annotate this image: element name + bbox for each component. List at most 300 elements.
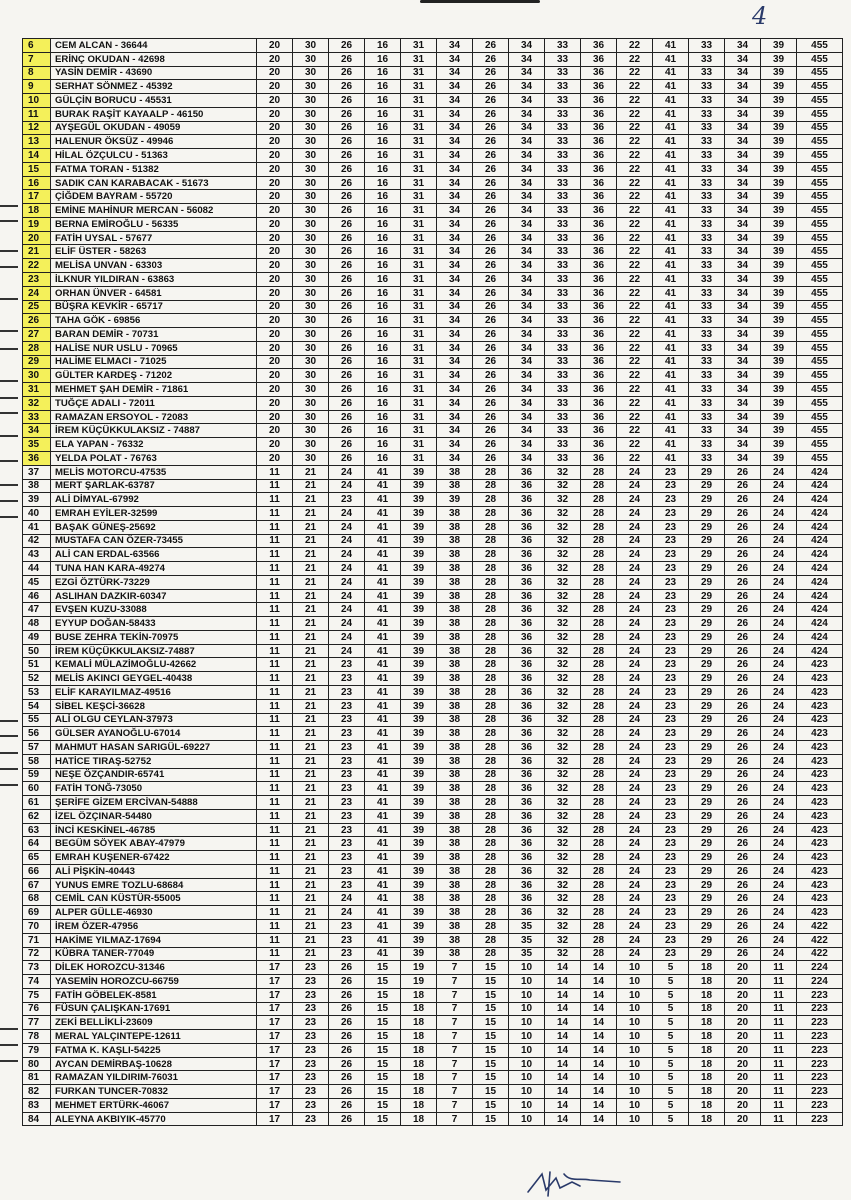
row-number-cell: 9	[23, 80, 51, 94]
score-cell: 16	[365, 149, 401, 163]
table-row	[23, 562, 843, 576]
score-cell: 11	[257, 823, 293, 837]
score-cell: 21	[293, 507, 329, 521]
score-cell: 38	[437, 851, 473, 865]
score-cell: 16	[365, 410, 401, 424]
score-cell: 36	[581, 328, 617, 342]
score-cell: 24	[761, 754, 797, 768]
score-cell: 29	[689, 837, 725, 851]
score-cell: 21	[293, 630, 329, 644]
total-cell: 455	[797, 300, 843, 314]
score-cell: 32	[545, 617, 581, 631]
score-cell: 28	[473, 947, 509, 961]
score-cell: 21	[293, 548, 329, 562]
score-cell: 38	[437, 575, 473, 589]
score-cell: 36	[509, 575, 545, 589]
score-cell: 41	[365, 699, 401, 713]
score-cell: 15	[473, 1098, 509, 1112]
score-cell: 29	[689, 617, 725, 631]
score-cell: 28	[581, 727, 617, 741]
score-cell: 36	[581, 121, 617, 135]
score-cell: 33	[689, 190, 725, 204]
score-cell: 26	[329, 1098, 365, 1112]
score-cell: 31	[401, 424, 437, 438]
score-cell: 14	[545, 1002, 581, 1016]
score-cell: 26	[473, 396, 509, 410]
row-number-cell: 61	[23, 796, 51, 810]
score-cell: 23	[293, 975, 329, 989]
score-cell: 30	[293, 66, 329, 80]
total-cell: 223	[797, 1002, 843, 1016]
score-cell: 36	[581, 410, 617, 424]
score-cell: 28	[581, 644, 617, 658]
score-cell: 41	[365, 782, 401, 796]
score-cell: 34	[437, 107, 473, 121]
total-cell: 455	[797, 121, 843, 135]
score-cell: 26	[329, 259, 365, 273]
score-cell: 16	[365, 66, 401, 80]
score-cell: 15	[473, 1071, 509, 1085]
score-cell: 34	[725, 396, 761, 410]
name-cell: AYCAN DEMİRBAŞ-10628	[51, 1057, 257, 1071]
score-cell: 34	[437, 149, 473, 163]
total-cell: 455	[797, 341, 843, 355]
score-cell: 33	[545, 231, 581, 245]
total-cell: 424	[797, 548, 843, 562]
score-cell: 36	[509, 741, 545, 755]
score-cell: 23	[653, 603, 689, 617]
score-cell: 20	[257, 438, 293, 452]
score-cell: 32	[545, 658, 581, 672]
table-row	[23, 369, 843, 383]
score-cell: 15	[473, 1043, 509, 1057]
row-number-cell: 66	[23, 864, 51, 878]
score-cell: 18	[401, 988, 437, 1002]
score-cell: 41	[653, 204, 689, 218]
score-cell: 34	[509, 314, 545, 328]
score-cell: 20	[725, 1002, 761, 1016]
score-cell: 23	[653, 520, 689, 534]
score-cell: 26	[329, 355, 365, 369]
score-cell: 30	[293, 39, 329, 53]
score-cell: 39	[761, 259, 797, 273]
score-cell: 30	[293, 204, 329, 218]
score-cell: 10	[509, 1030, 545, 1044]
score-cell: 39	[401, 520, 437, 534]
row-number-cell: 77	[23, 1016, 51, 1030]
score-cell: 29	[689, 823, 725, 837]
name-cell: YASİN DEMİR - 43690	[51, 66, 257, 80]
score-cell: 15	[365, 1085, 401, 1099]
score-table-body	[23, 39, 843, 1126]
score-cell: 16	[365, 176, 401, 190]
score-cell: 38	[437, 878, 473, 892]
score-cell: 18	[401, 1057, 437, 1071]
table-row	[23, 617, 843, 631]
name-cell: HALİSE NUR USLU - 70965	[51, 341, 257, 355]
score-cell: 14	[545, 961, 581, 975]
score-cell: 41	[653, 273, 689, 287]
score-cell: 26	[473, 369, 509, 383]
score-cell: 17	[257, 1016, 293, 1030]
total-cell: 424	[797, 520, 843, 534]
score-cell: 24	[617, 892, 653, 906]
score-cell: 14	[581, 1030, 617, 1044]
score-cell: 26	[329, 52, 365, 66]
score-cell: 31	[401, 438, 437, 452]
score-cell: 33	[545, 341, 581, 355]
score-cell: 11	[257, 562, 293, 576]
score-cell: 11	[257, 644, 293, 658]
score-cell: 17	[257, 1002, 293, 1016]
score-cell: 23	[293, 1112, 329, 1126]
score-cell: 11	[257, 658, 293, 672]
score-cell: 7	[437, 1085, 473, 1099]
score-cell: 23	[293, 1016, 329, 1030]
name-cell: RAMAZAN ERSOYOL - 72083	[51, 410, 257, 424]
total-cell: 424	[797, 465, 843, 479]
score-cell: 34	[437, 39, 473, 53]
score-cell: 38	[437, 603, 473, 617]
score-cell: 22	[617, 190, 653, 204]
score-cell: 28	[473, 562, 509, 576]
row-number-cell: 79	[23, 1043, 51, 1057]
score-cell: 23	[653, 548, 689, 562]
score-cell: 34	[725, 273, 761, 287]
score-cell: 23	[293, 961, 329, 975]
score-cell: 23	[653, 493, 689, 507]
total-cell: 422	[797, 920, 843, 934]
score-cell: 41	[653, 341, 689, 355]
row-number-cell: 7	[23, 52, 51, 66]
score-cell: 26	[473, 231, 509, 245]
score-cell: 11	[257, 699, 293, 713]
name-cell: İREM KÜÇÜKKULAKSIZ-74887	[51, 644, 257, 658]
table-row	[23, 837, 843, 851]
score-cell: 34	[509, 231, 545, 245]
score-cell: 26	[473, 162, 509, 176]
score-cell: 36	[581, 149, 617, 163]
name-cell: BEGÜM SÖYEK ABAY-47979	[51, 837, 257, 851]
row-number-cell: 15	[23, 162, 51, 176]
score-cell: 24	[617, 768, 653, 782]
row-number-cell: 19	[23, 217, 51, 231]
score-cell: 26	[329, 1071, 365, 1085]
score-cell: 39	[401, 947, 437, 961]
score-cell: 28	[473, 713, 509, 727]
score-cell: 16	[365, 273, 401, 287]
score-cell: 28	[581, 892, 617, 906]
score-cell: 24	[617, 630, 653, 644]
score-cell: 24	[329, 520, 365, 534]
score-cell: 39	[401, 685, 437, 699]
score-cell: 31	[401, 39, 437, 53]
score-cell: 41	[365, 630, 401, 644]
table-row	[23, 782, 843, 796]
score-cell: 36	[581, 438, 617, 452]
score-cell: 21	[293, 520, 329, 534]
score-cell: 26	[725, 851, 761, 865]
score-cell: 30	[293, 369, 329, 383]
score-cell: 31	[401, 231, 437, 245]
score-cell: 33	[545, 383, 581, 397]
row-number-cell: 10	[23, 94, 51, 108]
score-cell: 11	[257, 548, 293, 562]
total-cell: 455	[797, 424, 843, 438]
score-cell: 33	[689, 383, 725, 397]
score-cell: 28	[473, 851, 509, 865]
score-cell: 15	[365, 1098, 401, 1112]
table-row	[23, 644, 843, 658]
score-cell: 34	[509, 39, 545, 53]
score-cell: 34	[437, 245, 473, 259]
score-cell: 23	[653, 534, 689, 548]
score-cell: 29	[689, 933, 725, 947]
score-cell: 26	[725, 933, 761, 947]
score-cell: 34	[437, 273, 473, 287]
score-cell: 34	[725, 217, 761, 231]
score-cell: 11	[257, 465, 293, 479]
score-cell: 24	[617, 534, 653, 548]
score-cell: 33	[689, 245, 725, 259]
score-cell: 30	[293, 273, 329, 287]
score-cell: 33	[689, 217, 725, 231]
score-cell: 26	[329, 369, 365, 383]
total-cell: 223	[797, 1016, 843, 1030]
score-cell: 23	[329, 727, 365, 741]
score-cell: 23	[293, 1098, 329, 1112]
score-cell: 29	[689, 864, 725, 878]
score-cell: 21	[293, 644, 329, 658]
name-cell: SİBEL KEŞCİ-36628	[51, 699, 257, 713]
score-cell: 21	[293, 672, 329, 686]
score-cell: 41	[653, 451, 689, 465]
score-cell: 20	[725, 1016, 761, 1030]
score-cell: 11	[761, 1085, 797, 1099]
score-cell: 29	[689, 520, 725, 534]
score-cell: 20	[725, 961, 761, 975]
score-cell: 26	[329, 80, 365, 94]
score-cell: 36	[581, 314, 617, 328]
score-cell: 21	[293, 603, 329, 617]
table-row	[23, 80, 843, 94]
score-cell: 38	[437, 768, 473, 782]
score-cell: 33	[545, 52, 581, 66]
score-cell: 26	[473, 121, 509, 135]
score-cell: 26	[473, 355, 509, 369]
row-number-cell: 84	[23, 1112, 51, 1126]
score-cell: 23	[653, 754, 689, 768]
name-cell: BERNA EMİROĞLU - 56335	[51, 217, 257, 231]
score-cell: 26	[329, 396, 365, 410]
score-cell: 17	[257, 1085, 293, 1099]
score-cell: 33	[689, 149, 725, 163]
score-cell: 14	[581, 975, 617, 989]
score-cell: 20	[257, 217, 293, 231]
name-cell: FÜSUN ÇALIŞKAN-17691	[51, 1002, 257, 1016]
score-cell: 28	[581, 630, 617, 644]
score-cell: 41	[653, 300, 689, 314]
score-cell: 32	[545, 933, 581, 947]
score-cell: 38	[437, 534, 473, 548]
score-cell: 28	[473, 878, 509, 892]
score-cell: 14	[581, 1085, 617, 1099]
score-cell: 19	[401, 961, 437, 975]
score-cell: 28	[473, 520, 509, 534]
score-cell: 15	[365, 1057, 401, 1071]
row-number-cell: 57	[23, 741, 51, 755]
score-cell: 29	[689, 947, 725, 961]
score-cell: 20	[257, 300, 293, 314]
score-cell: 16	[365, 259, 401, 273]
score-cell: 34	[725, 328, 761, 342]
total-cell: 223	[797, 1030, 843, 1044]
score-cell: 34	[509, 245, 545, 259]
score-cell: 29	[689, 920, 725, 934]
score-cell: 41	[653, 231, 689, 245]
score-cell: 16	[365, 231, 401, 245]
score-cell: 38	[437, 713, 473, 727]
score-cell: 34	[725, 341, 761, 355]
score-cell: 36	[581, 245, 617, 259]
row-number-cell: 30	[23, 369, 51, 383]
total-cell: 423	[797, 713, 843, 727]
score-cell: 17	[257, 1098, 293, 1112]
score-cell: 26	[725, 589, 761, 603]
name-cell: BAŞAK GÜNEŞ-25692	[51, 520, 257, 534]
score-cell: 29	[689, 685, 725, 699]
score-cell: 38	[437, 548, 473, 562]
score-cell: 31	[401, 451, 437, 465]
score-cell: 26	[725, 837, 761, 851]
score-cell: 33	[689, 162, 725, 176]
score-cell: 29	[689, 713, 725, 727]
score-cell: 21	[293, 823, 329, 837]
score-cell: 23	[293, 1002, 329, 1016]
score-cell: 22	[617, 107, 653, 121]
score-cell: 39	[401, 617, 437, 631]
score-cell: 38	[437, 630, 473, 644]
score-cell: 33	[689, 204, 725, 218]
score-cell: 26	[329, 1016, 365, 1030]
name-cell: BARAN DEMİR - 70731	[51, 328, 257, 342]
score-cell: 39	[401, 768, 437, 782]
score-cell: 41	[365, 493, 401, 507]
score-cell: 28	[581, 782, 617, 796]
score-cell: 23	[329, 920, 365, 934]
score-cell: 33	[689, 424, 725, 438]
total-cell: 455	[797, 176, 843, 190]
score-cell: 28	[473, 796, 509, 810]
score-cell: 22	[617, 39, 653, 53]
score-cell: 34	[725, 383, 761, 397]
score-cell: 16	[365, 300, 401, 314]
score-cell: 14	[545, 1098, 581, 1112]
score-cell: 38	[437, 933, 473, 947]
score-cell: 36	[509, 906, 545, 920]
total-cell: 423	[797, 864, 843, 878]
score-cell: 31	[401, 286, 437, 300]
score-cell: 32	[545, 548, 581, 562]
score-cell: 14	[545, 975, 581, 989]
total-cell: 455	[797, 328, 843, 342]
score-cell: 23	[653, 933, 689, 947]
total-cell: 423	[797, 658, 843, 672]
score-cell: 34	[437, 52, 473, 66]
score-cell: 16	[365, 190, 401, 204]
name-cell: HALİME ELMACI - 71025	[51, 355, 257, 369]
score-cell: 24	[329, 548, 365, 562]
score-cell: 34	[437, 121, 473, 135]
total-cell: 455	[797, 52, 843, 66]
score-cell: 21	[293, 920, 329, 934]
score-cell: 7	[437, 961, 473, 975]
score-cell: 15	[473, 1057, 509, 1071]
score-cell: 36	[509, 892, 545, 906]
score-cell: 28	[581, 575, 617, 589]
score-cell: 26	[329, 1043, 365, 1057]
score-cell: 41	[653, 149, 689, 163]
score-cell: 15	[365, 1002, 401, 1016]
score-cell: 28	[581, 947, 617, 961]
score-cell: 29	[689, 603, 725, 617]
score-cell: 34	[509, 410, 545, 424]
score-cell: 26	[329, 94, 365, 108]
row-number-cell: 25	[23, 300, 51, 314]
total-cell: 455	[797, 39, 843, 53]
score-cell: 28	[581, 548, 617, 562]
score-cell: 28	[581, 713, 617, 727]
score-cell: 28	[581, 837, 617, 851]
score-cell: 33	[689, 369, 725, 383]
score-cell: 15	[365, 1030, 401, 1044]
score-cell: 34	[437, 66, 473, 80]
score-cell: 29	[689, 534, 725, 548]
score-cell: 18	[689, 1002, 725, 1016]
score-cell: 26	[473, 383, 509, 397]
score-cell: 33	[545, 190, 581, 204]
score-cell: 22	[617, 451, 653, 465]
score-cell: 36	[581, 369, 617, 383]
score-cell: 26	[329, 1112, 365, 1126]
score-cell: 34	[437, 300, 473, 314]
score-cell: 38	[437, 520, 473, 534]
row-number-cell: 78	[23, 1030, 51, 1044]
score-cell: 36	[509, 658, 545, 672]
score-cell: 26	[329, 438, 365, 452]
score-cell: 26	[329, 410, 365, 424]
score-cell: 30	[293, 341, 329, 355]
score-cell: 24	[761, 575, 797, 589]
table-row	[23, 493, 843, 507]
name-cell: ERİNÇ OKUDAN - 42698	[51, 52, 257, 66]
score-cell: 22	[617, 410, 653, 424]
score-cell: 36	[509, 630, 545, 644]
score-cell: 20	[257, 39, 293, 53]
score-cell: 36	[581, 52, 617, 66]
score-cell: 36	[581, 94, 617, 108]
score-cell: 28	[473, 837, 509, 851]
score-cell: 21	[293, 878, 329, 892]
score-cell: 31	[401, 410, 437, 424]
score-cell: 31	[401, 245, 437, 259]
score-cell: 23	[329, 493, 365, 507]
score-cell: 11	[257, 589, 293, 603]
score-cell: 31	[401, 314, 437, 328]
score-cell: 28	[581, 906, 617, 920]
score-cell: 24	[761, 548, 797, 562]
name-cell: AYŞEGÜL OKUDAN - 49059	[51, 121, 257, 135]
